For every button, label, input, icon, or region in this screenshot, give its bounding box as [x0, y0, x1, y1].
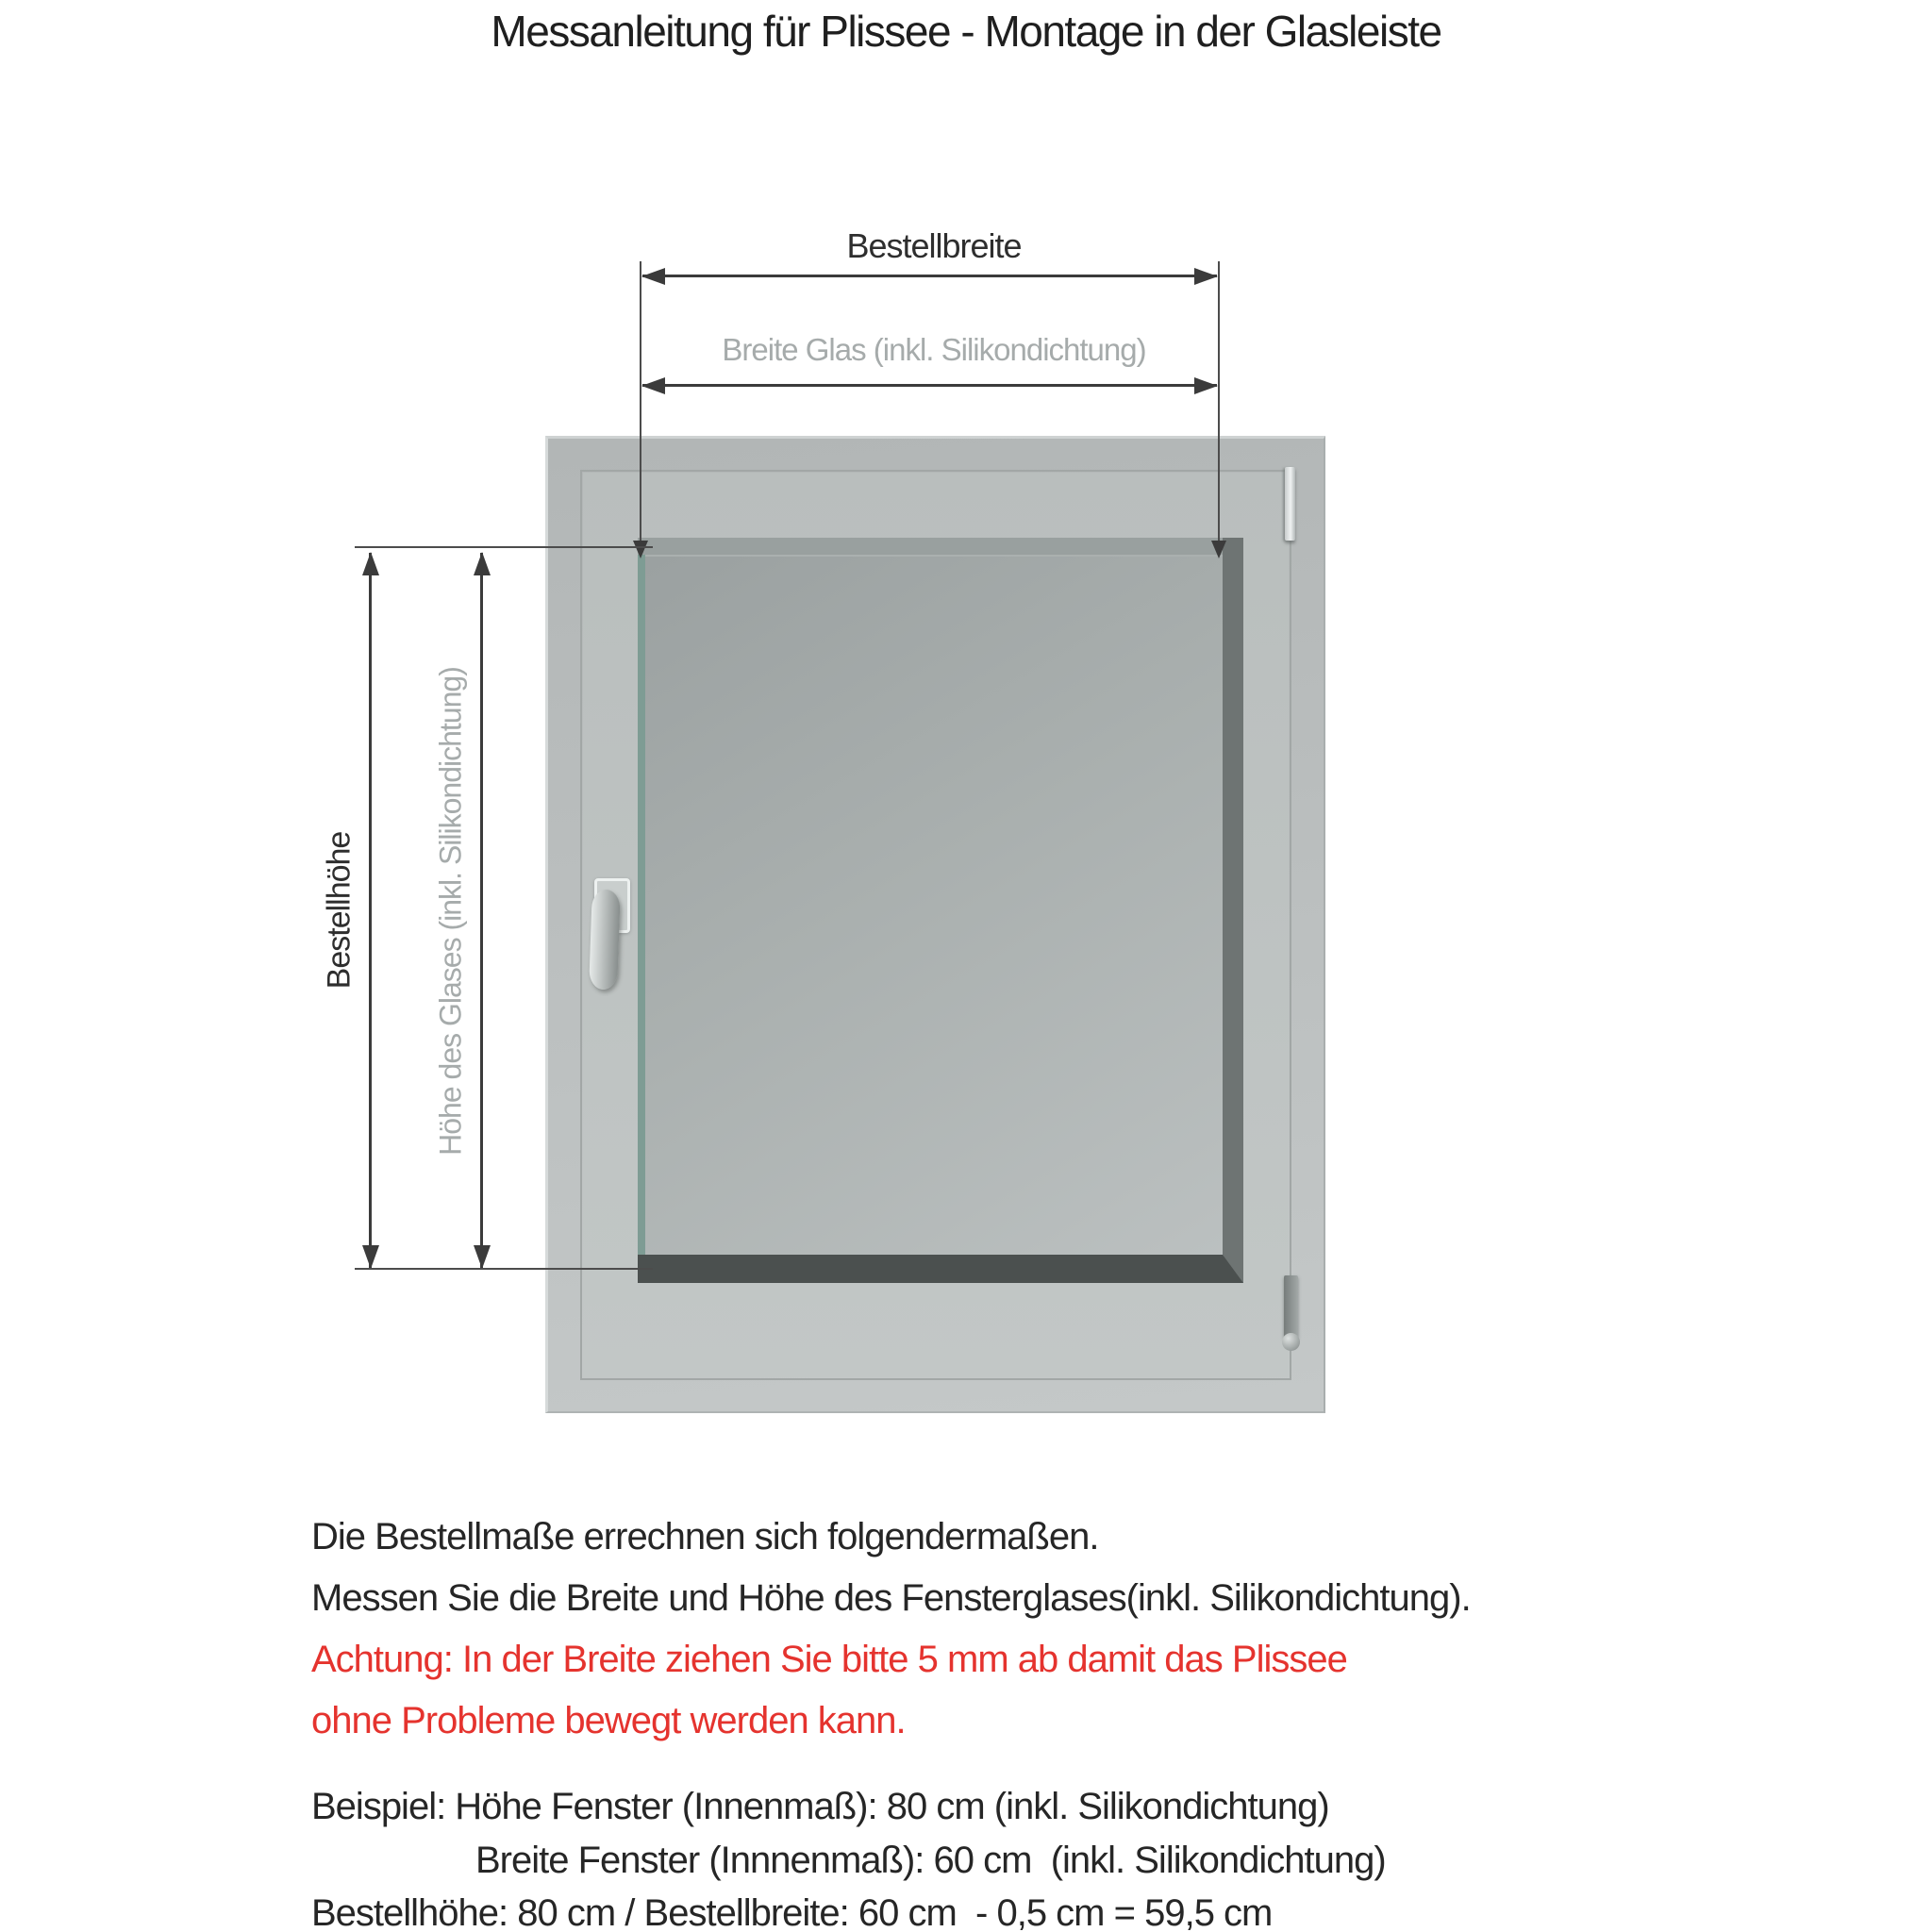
- glass-bead-top-strip: [638, 538, 1223, 557]
- example-line-3: Bestellhöhe: 80 cm / Bestellbreite: 60 cm - 0,5 cm = 59,5 cm: [311, 1892, 1273, 1932]
- instructions-line-1: Die Bestellmaße errechnen sich folgendermaßen.: [311, 1516, 1099, 1557]
- corner-arrow-right: [1211, 541, 1226, 558]
- window-glass: [638, 538, 1243, 1283]
- example-line-2: Breite Fenster (Innnenmaß): 60 cm (inkl. Silikondichtung): [475, 1840, 1386, 1881]
- label-hoehe-glas: Höhe des Glases (inkl. Silikondichtung): [433, 667, 468, 1156]
- label-bestellbreite: Bestellbreite: [846, 226, 1022, 265]
- window-hinge-bottom: [1284, 1275, 1298, 1338]
- glass-silicone-left-edge: [638, 555, 645, 1255]
- example-line-1: Beispiel: Höhe Fenster (Innenmaß): 80 cm (inkl. Silikondichtung): [311, 1786, 1329, 1827]
- dim-line-breite-glas: [642, 384, 1217, 387]
- extension-line-top: [355, 546, 653, 548]
- extension-line-bottom: [355, 1268, 653, 1270]
- warning-line-2: ohne Probleme bewegt werden kann.: [311, 1700, 906, 1741]
- corner-arrow-left: [633, 541, 648, 558]
- label-breite-glas: Breite Glas (inkl. Silikondichtung): [722, 332, 1146, 367]
- dim-line-bestellbreite: [642, 275, 1217, 277]
- window-hinge-bottom-knob: [1282, 1333, 1300, 1351]
- page-title: Messanleitung für Plissee - Montage in der Glasleiste: [491, 7, 1441, 56]
- instructions-line-2: Messen Sie die Breite und Höhe des Fensterglases(inkl. Silikondichtung).: [311, 1577, 1471, 1619]
- extension-line-right: [1218, 261, 1220, 542]
- window-hinge-top: [1285, 467, 1295, 541]
- dim-line-bestellhoehe: [369, 553, 372, 1268]
- extension-line-left: [640, 261, 641, 542]
- warning-line-1: Achtung: In der Breite ziehen Sie bitte 5 mm ab damit das Plissee: [311, 1639, 1347, 1680]
- label-bestellhoehe: Bestellhöhe: [321, 831, 358, 990]
- window-illustration: [545, 436, 1325, 1413]
- window-handle-lever: [589, 890, 621, 991]
- dim-line-hoehe-glas: [480, 553, 483, 1268]
